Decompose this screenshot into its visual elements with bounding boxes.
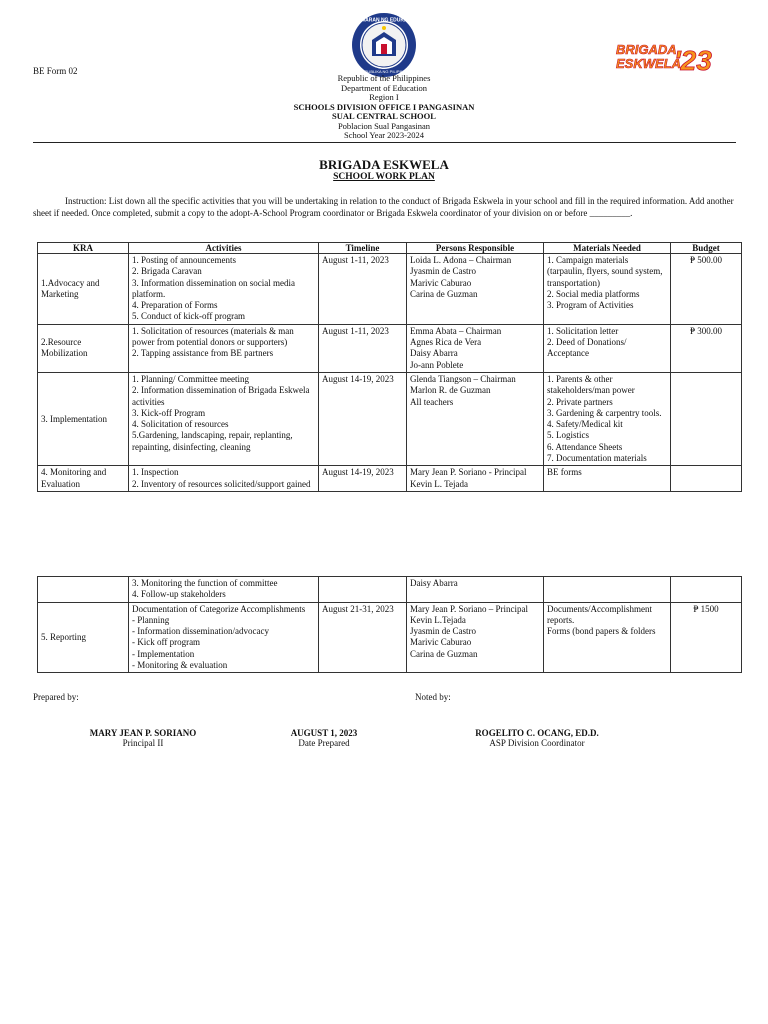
noter-name: ROGELITO C. OCANG, ED.D. xyxy=(475,728,599,738)
logo-year: '23 xyxy=(674,45,712,76)
materials-line: 2. Deed of Donations/ Acceptance xyxy=(547,337,627,359)
budget-cell: ₱ 300.00 xyxy=(671,324,742,372)
kra-cell xyxy=(38,577,129,603)
materials-line: 6. Attendance Sheets xyxy=(547,441,623,452)
col-header-materials: Materials Needed xyxy=(544,243,671,254)
table-header-row xyxy=(38,243,742,254)
activities-line: - Information dissemination/advocacy xyxy=(132,626,269,637)
persons-cell xyxy=(407,324,544,372)
col-header-persons: Persons Responsible xyxy=(407,243,544,254)
activities-line: 1. Inspection xyxy=(132,467,179,478)
timeline-cell: August 14-19, 2023 xyxy=(319,372,407,465)
kra-cell: 5. Reporting xyxy=(38,602,129,673)
materials-line: BE forms xyxy=(547,467,582,478)
col-header-timeline: Timeline xyxy=(319,243,407,254)
persons-line: Jyasmin de Castro xyxy=(410,266,476,277)
activities-line: 2. Brigada Caravan xyxy=(132,266,202,277)
activities-cell xyxy=(129,577,319,603)
table-row xyxy=(38,254,742,325)
materials-cell xyxy=(544,466,671,492)
persons-line: Mary Jean P. Soriano – Principal xyxy=(410,603,528,614)
persons-cell xyxy=(407,254,544,325)
persons-line: Mary Jean P. Soriano - Principal xyxy=(410,467,527,478)
activities-cell xyxy=(129,602,319,673)
activities-line: - Kick off program xyxy=(132,637,201,648)
materials-line: 5. Logistics xyxy=(547,430,589,441)
seal-text: KAGAWARAN NG EDUKASYON xyxy=(346,17,422,24)
activities-line: 5.Gardening, landscaping, repair, replanting, repainting, disinfecting, cleaning xyxy=(132,430,293,452)
activities-line: 2. Information dissemination of Brigada Eskwela activities xyxy=(132,385,310,407)
activities-line: 1. Posting of announcements xyxy=(132,255,236,265)
header-line1: Republic of the Philippines xyxy=(337,73,431,83)
activities-line: 4. Solicitation of resources xyxy=(132,419,229,430)
persons-line: Marivic Caburao xyxy=(410,277,472,288)
date-prepared-label: Date Prepared xyxy=(298,738,350,748)
timeline-cell xyxy=(319,577,407,603)
kra-cell: 1.Advocacy and Marketing xyxy=(38,254,129,325)
work-plan-table xyxy=(37,242,742,492)
budget-cell xyxy=(671,577,742,603)
persons-line: Kevin L.Tejada xyxy=(410,614,466,625)
budget-cell: ₱ 500.00 xyxy=(671,254,742,325)
materials-line: Documents/Accomplishment reports. xyxy=(547,603,652,625)
persons-line: Emma Abata – Chairman xyxy=(410,325,502,336)
persons-line: Marivic Caburao xyxy=(410,637,472,648)
col-header-kra: KRA xyxy=(38,243,129,254)
timeline-cell: August 21-31, 2023 xyxy=(319,602,407,673)
activities-cell xyxy=(129,372,319,465)
date-prepared: AUGUST 1, 2023 xyxy=(290,728,358,738)
table-row xyxy=(38,577,742,603)
persons-cell xyxy=(407,577,544,603)
header-line6: Poblacion Sual Pangasinan xyxy=(337,120,431,131)
timeline-cell: August 1-11, 2023 xyxy=(319,324,407,372)
brigada-logo xyxy=(614,40,714,74)
page-title: BRIGADA ESKWELA xyxy=(319,157,449,172)
materials-line: 3. Gardening & carpentry tools. xyxy=(547,407,662,418)
deped-seal xyxy=(346,12,422,78)
persons-cell xyxy=(407,602,544,673)
activities-line: Documentation of Categorize Accomplishments xyxy=(132,603,306,614)
activities-line: 4. Follow-up stakeholders xyxy=(132,589,226,600)
header-line3: Region I xyxy=(369,92,399,102)
timeline-cell: August 1-11, 2023 xyxy=(319,254,407,325)
activities-cell xyxy=(129,466,319,492)
form-number: BE Form 02 xyxy=(33,66,78,76)
materials-line: 1. Parents & other stakeholders/man power xyxy=(547,373,635,396)
persons-line: Carina de Guzman xyxy=(410,288,478,299)
table-row xyxy=(38,324,742,372)
page-subtitle: SCHOOL WORK PLAN xyxy=(333,172,435,182)
materials-cell xyxy=(544,372,671,465)
table-row xyxy=(38,466,742,492)
materials-cell xyxy=(544,324,671,372)
materials-line: 2. Social media platforms xyxy=(547,288,640,299)
materials-line: Forms (bond papers & folders xyxy=(547,626,656,637)
col-header-activities: Activities xyxy=(129,243,319,254)
date-block xyxy=(284,728,364,748)
activities-line: 3. Kick-off Program xyxy=(132,407,206,418)
materials-line: 7. Documentation materials xyxy=(547,453,647,464)
header-line4: SCHOOLS DIVISION OFFICE I PANGASINAN xyxy=(293,101,475,112)
header-line5: SUAL CENTRAL SCHOOL xyxy=(332,111,436,121)
budget-cell xyxy=(671,372,742,465)
noter-title: ASP Division Coordinator xyxy=(489,738,585,748)
activities-line: - Planning xyxy=(132,614,170,625)
preparer-block xyxy=(83,728,203,748)
materials-line: 1. Solicitation letter xyxy=(547,325,619,336)
kra-cell: 4. Monitoring and Evaluation xyxy=(38,466,129,492)
header-line2: Department of Education xyxy=(341,82,427,93)
activities-line: - Implementation xyxy=(132,648,195,659)
materials-cell xyxy=(544,254,671,325)
materials-line: 2. Private partners xyxy=(547,396,613,407)
persons-line: Kevin L. Tejada xyxy=(410,478,468,489)
persons-line: Glenda Tiangson – Chairman xyxy=(410,373,516,384)
persons-cell xyxy=(407,466,544,492)
noted-by-label: Noted by: xyxy=(415,692,451,702)
persons-line: Daisy Abarra xyxy=(410,348,458,359)
prepared-by-label: Prepared by: xyxy=(33,692,79,702)
table-row xyxy=(38,602,742,673)
budget-cell xyxy=(671,466,742,492)
persons-line: Carina de Guzman xyxy=(410,648,478,659)
preparer-title: Principal II xyxy=(122,738,164,748)
activities-line: - Monitoring & evaluation xyxy=(132,660,228,671)
materials-cell xyxy=(544,602,671,673)
budget-cell: ₱ 1500 xyxy=(671,602,742,673)
persons-cell xyxy=(407,372,544,465)
activities-line: 5. Conduct of kick-off program xyxy=(132,311,246,322)
logo-line2: ESKWELA xyxy=(616,56,681,71)
timeline-cell: August 14-19, 2023 xyxy=(319,466,407,492)
persons-line: Agnes Rica de Vera xyxy=(410,337,482,348)
materials-line: 1. Campaign materials (tarpaulin, flyers, sound system, transportation) xyxy=(547,255,663,288)
kra-cell: 3. Implementation xyxy=(38,372,129,465)
activities-line: 2. Tapping assistance from BE partners xyxy=(132,348,274,359)
instruction-text: Instruction: List down all the specific activities that you will be undertaking in relation to the conduct of Brigada Eskwela in your school and fill in the required information. Add another sheet if needed. Once completed, submit a copy to the adopt-A-School Program coordinator or Brigada Eskwela coordinator of your division on or before _________. xyxy=(33,196,734,218)
seal-bottom-text: REPUBLIKA NG PILIPINAS xyxy=(359,69,409,74)
materials-line: 4. Safety/Medical kit xyxy=(547,419,623,430)
noter-block xyxy=(462,728,612,748)
materials-line: 3. Program of Activities xyxy=(547,300,634,311)
header-divider xyxy=(33,142,736,143)
header-line7: School Year 2023-2024 xyxy=(343,130,425,140)
persons-line: Loida L. Adona – Chairman xyxy=(410,255,512,265)
col-header-budget: Budget xyxy=(671,243,742,254)
activities-line: 3. Monitoring the function of committee xyxy=(132,578,278,588)
activities-line: 1. Solicitation of resources (materials & man power from potential donors or supporters) xyxy=(132,325,294,348)
table-row xyxy=(38,372,742,465)
logo-line1: BRIGADA xyxy=(616,42,677,57)
letterhead xyxy=(0,74,768,141)
persons-line: Marlon R. de Guzman xyxy=(410,385,491,396)
kra-cell: 2.Resource Mobilization xyxy=(38,324,129,372)
activities-line: 2. Inventory of resources solicited/support gained xyxy=(132,478,311,489)
activities-cell xyxy=(129,324,319,372)
work-plan-table-continued xyxy=(37,576,742,673)
activities-line: 4. Preparation of Forms xyxy=(132,300,218,311)
activities-cell xyxy=(129,254,319,325)
preparer-name: MARY JEAN P. SORIANO xyxy=(89,728,197,738)
activities-line: 1. Planning/ Committee meeting xyxy=(132,373,249,384)
persons-line: Jo-ann Poblete xyxy=(410,359,464,370)
persons-line: Daisy Abarra xyxy=(410,578,458,588)
persons-line: Jyasmin de Castro xyxy=(410,626,476,637)
persons-line: All teachers xyxy=(410,396,454,407)
activities-line: 3. Information dissemination on social media platform. xyxy=(132,277,295,299)
materials-cell xyxy=(544,577,671,603)
